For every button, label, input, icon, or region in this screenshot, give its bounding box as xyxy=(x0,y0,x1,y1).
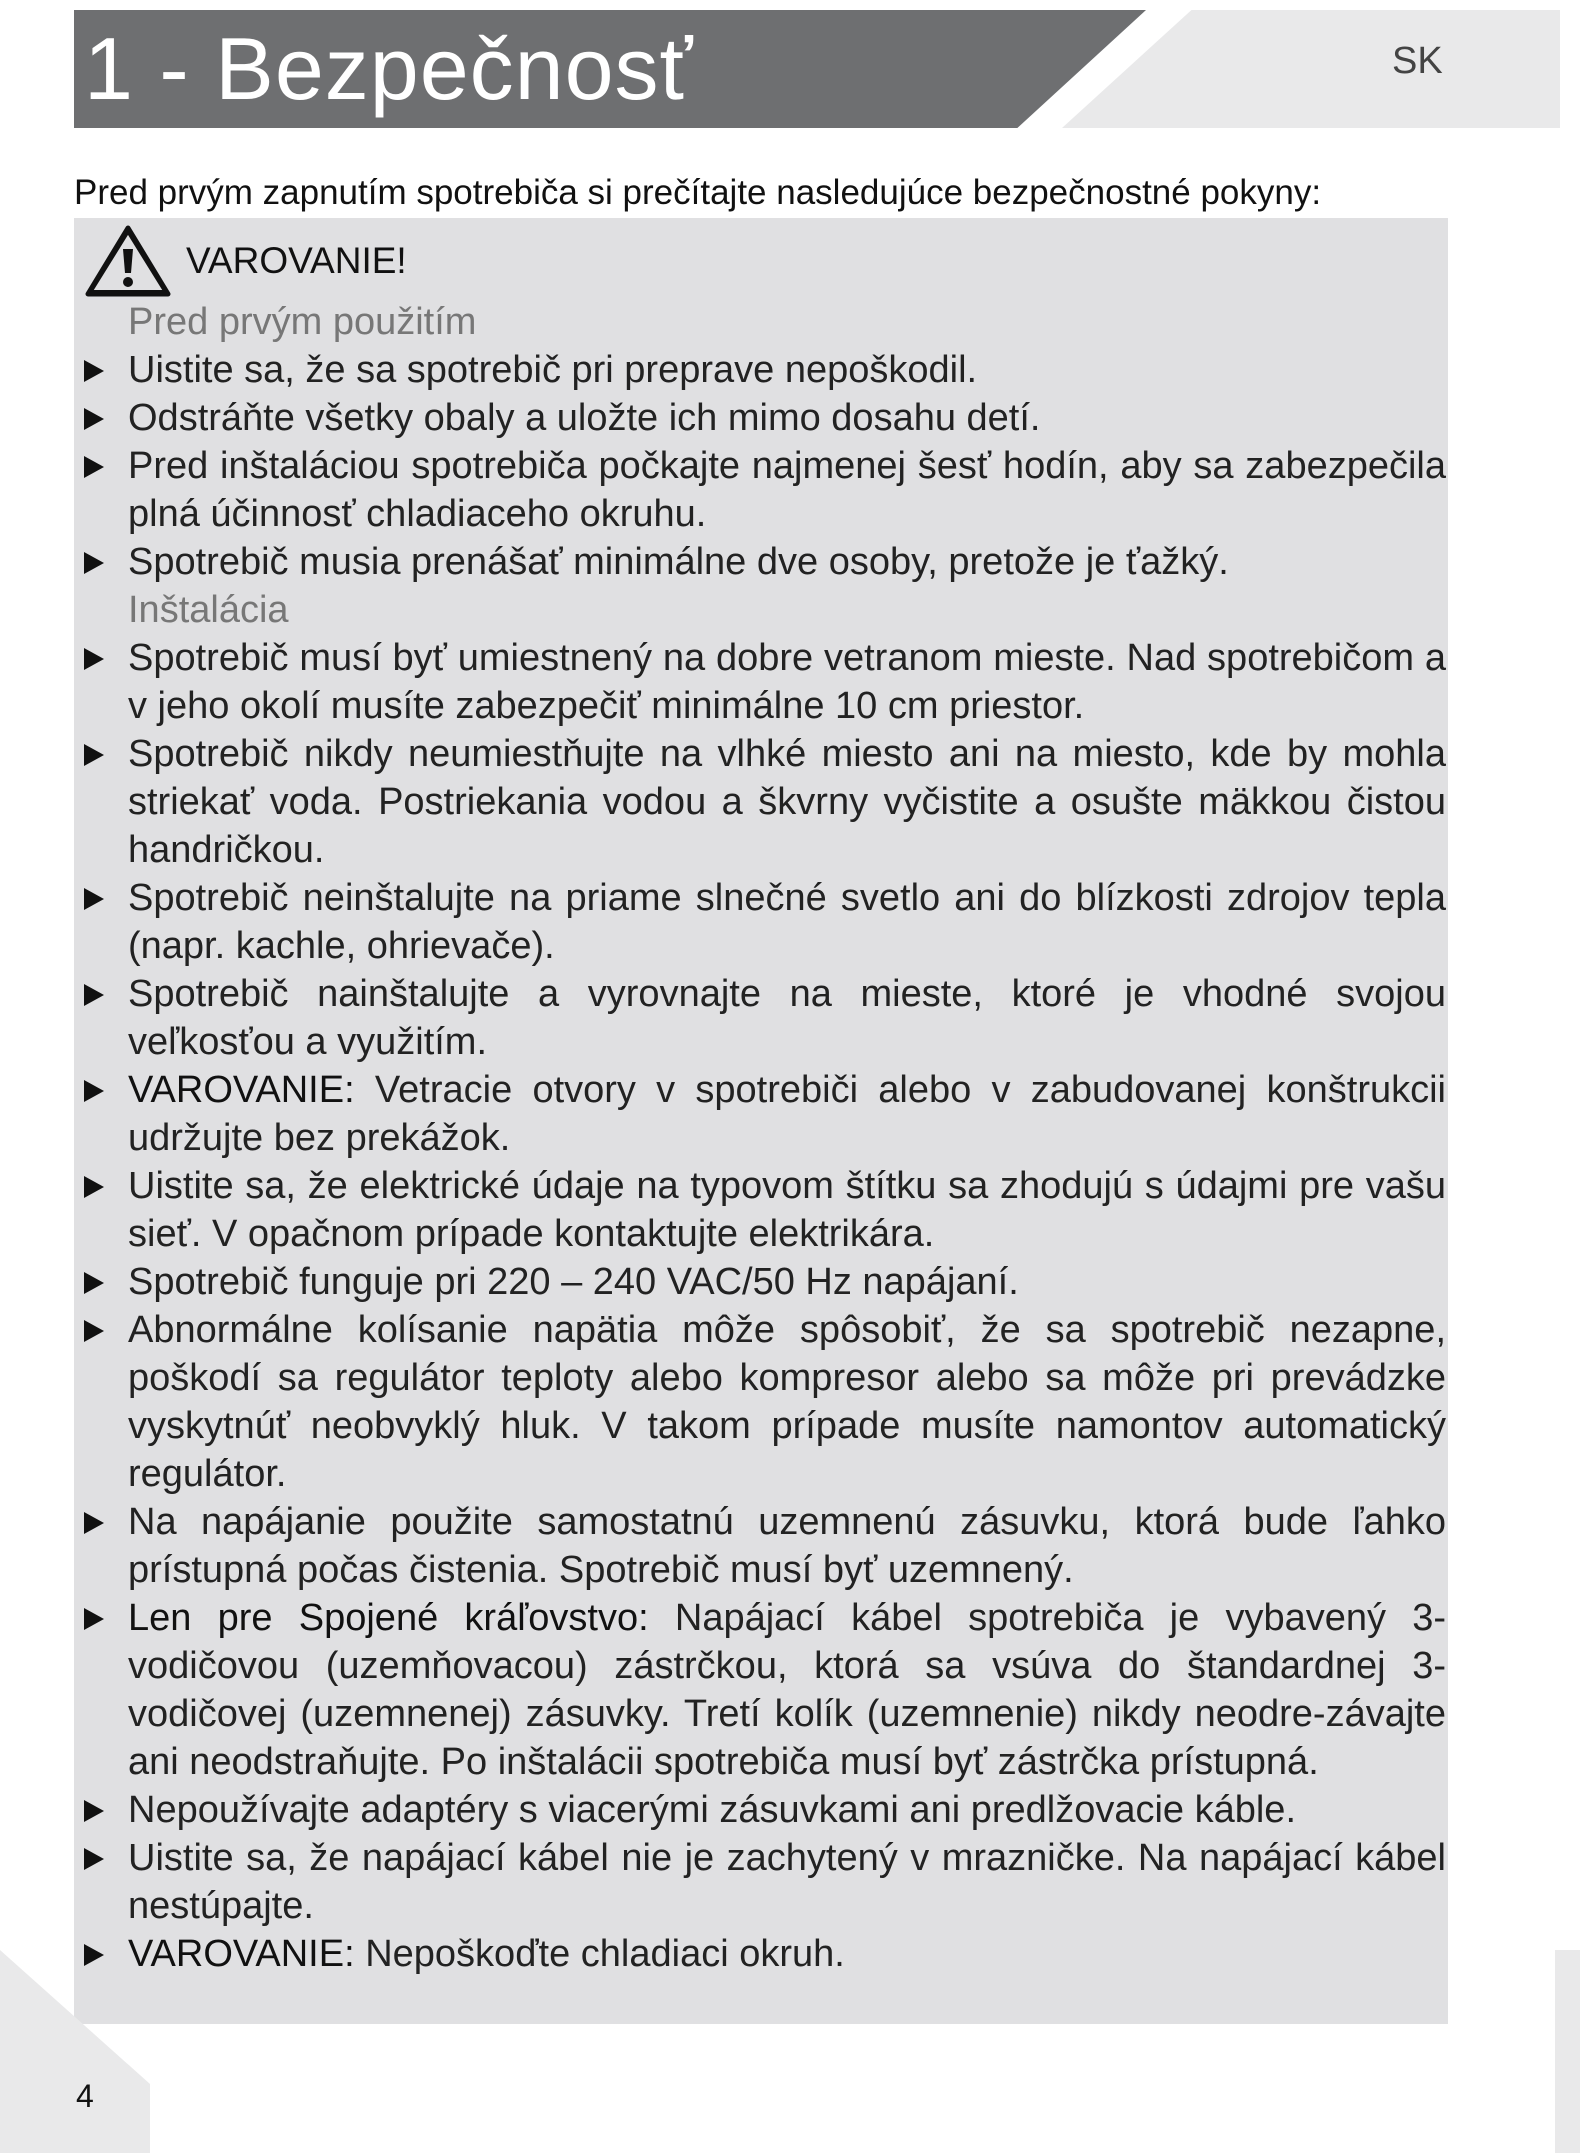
instruction-item xyxy=(82,1258,1446,1306)
warning-triangle-icon xyxy=(84,223,172,299)
page-number: 4 xyxy=(76,2078,94,2114)
bullet-arrow-icon xyxy=(84,456,104,478)
instruction-body: Uistite sa, že elektrické údaje na typovom štítku sa zhodujú s údajmi pre vašu sieť. V opačnom prípade kontaktujte elektrikára. xyxy=(128,1165,1446,1255)
instruction-text xyxy=(128,1162,1446,1258)
bullet-arrow-icon xyxy=(84,984,104,1006)
instruction-body: Uistite sa, že napájací kábel nie je zachytený v mrazničke. Na napájací kábel nestúpajte. xyxy=(128,1837,1446,1927)
bullet-arrow-icon xyxy=(84,888,104,910)
instruction-body: Nepoškoďte chladiaci okruh. xyxy=(354,1933,845,1975)
instruction-item xyxy=(82,538,1446,586)
bullet-arrow-icon xyxy=(84,360,104,382)
instruction-item xyxy=(82,730,1446,874)
instruction-label: VAROVANIE: xyxy=(128,1069,355,1111)
bullet-arrow-icon xyxy=(84,1176,104,1198)
language-code: SK xyxy=(1392,40,1443,82)
instruction-label: Len pre Spojené kráľovstvo: xyxy=(128,1597,649,1639)
bullet-arrow-icon xyxy=(84,1320,104,1342)
bullet-arrow-icon xyxy=(84,648,104,670)
instruction-item xyxy=(82,394,1446,442)
instruction-body: Spotrebič funguje pri 220 – 240 VAC/50 Hz napájaní. xyxy=(128,1261,1019,1303)
instruction-text xyxy=(128,1306,1446,1498)
section-heading: Inštalácia xyxy=(128,589,289,631)
instruction-body: Nepoužívajte adaptéry s viacerými zásuvkami ani predlžovacie káble. xyxy=(128,1789,1296,1831)
bullet-arrow-icon xyxy=(84,552,104,574)
instruction-item xyxy=(82,442,1446,538)
bullet-arrow-icon xyxy=(84,744,104,766)
section-heading: Pred prvým použitím xyxy=(128,301,477,343)
instruction-item xyxy=(82,874,1446,970)
instruction-item xyxy=(82,1594,1446,1786)
instruction-text xyxy=(128,1930,1446,1978)
instruction-item xyxy=(82,1930,1446,1978)
bullet-arrow-icon xyxy=(84,1800,104,1822)
bullet-arrow-icon xyxy=(84,1512,104,1534)
instruction-body: Spotrebič nikdy neumiestňujte na vlhké miesto ani na miesto, kde by mohla striekať voda. Postriekania vodou a škvrny vyčistite a osušte mäkkou čistou handričkou. xyxy=(128,733,1446,871)
chapter-title: 1 - Bezpečnosť xyxy=(84,19,694,118)
instruction-body: Spotrebič musí byť umiestnený na dobre vetranom mieste. Nad spotrebičom a v jeho okolí musíte zabezpečiť minimálne 10 cm priestor. xyxy=(128,637,1446,727)
instruction-body: Vetracie otvory v spotrebiči alebo v zabudovanej konštrukcii udržujte bez prekážok. xyxy=(128,1069,1446,1159)
bullet-arrow-icon xyxy=(84,1080,104,1102)
instruction-item xyxy=(82,970,1446,1066)
instruction-label: VAROVANIE: xyxy=(128,1933,355,1975)
page-edge-decoration xyxy=(1555,1950,1580,2153)
instruction-body: Spotrebič neinštalujte na priame slnečné svetlo ani do blízkosti zdrojov tepla (napr. kachle, ohrievače). xyxy=(128,877,1446,967)
instruction-item xyxy=(82,1066,1446,1162)
bullet-arrow-icon xyxy=(84,1272,104,1294)
instruction-text xyxy=(128,1786,1446,1834)
instruction-body: Pred inštaláciou spotrebiča počkajte najmenej šesť hodín, aby sa zabezpečila plná účinnosť chladiaceho okruhu. xyxy=(128,445,1446,535)
instruction-body: Uistite sa, že sa spotrebič pri preprave nepoškodil. xyxy=(128,349,978,391)
instruction-body: Spotrebič nainštalujte a vyrovnajte na mieste, ktoré je vhodné svojou veľkosťou a využitím. xyxy=(128,973,1446,1063)
safety-instructions xyxy=(82,298,1446,1978)
instruction-item xyxy=(82,1162,1446,1258)
instruction-body: Abnormálne kolísanie napätia môže spôsobiť, že sa spotrebič nezapne, poškodí sa regulátor teploty alebo kompresor alebo sa môže pri prevádzke vyskytnúť neobvyklý hluk. V takom prípade musíte namontov automatický regulátor. xyxy=(128,1309,1446,1495)
intro-text: Pred prvým zapnutím spotrebiča si prečítajte nasledujúce bezpečnostné pokyny: xyxy=(74,173,1322,212)
warning-label: VAROVANIE! xyxy=(186,240,407,281)
instruction-body: Na napájanie použite samostatnú uzemnenú zásuvku, ktorá bude ľahko prístupná počas čistenia. Spotrebič musí byť uzemnený. xyxy=(128,1501,1446,1591)
instruction-text xyxy=(128,442,1446,538)
instruction-text xyxy=(128,1258,1446,1306)
bullet-arrow-icon xyxy=(84,1608,104,1630)
instruction-item xyxy=(82,634,1446,730)
instruction-text xyxy=(128,1594,1446,1786)
bullet-arrow-icon xyxy=(84,408,104,430)
instruction-text xyxy=(128,874,1446,970)
instruction-text xyxy=(128,538,1446,586)
instruction-item xyxy=(82,1306,1446,1498)
bullet-arrow-icon xyxy=(84,1848,104,1870)
instruction-text xyxy=(128,634,1446,730)
instruction-text xyxy=(128,1498,1446,1594)
instruction-text xyxy=(128,394,1446,442)
instruction-item xyxy=(82,1834,1446,1930)
instruction-item xyxy=(82,1786,1446,1834)
instruction-item xyxy=(82,1498,1446,1594)
instruction-text xyxy=(128,1834,1446,1930)
language-header-band xyxy=(1062,10,1560,128)
instruction-text xyxy=(128,970,1446,1066)
warning-heading xyxy=(84,222,407,300)
instruction-text xyxy=(128,346,1446,394)
instruction-text xyxy=(128,730,1446,874)
instruction-body: Napájací kábel spotrebiča je vybavený 3-vodičovou (uzemňovacou) zástrčkou, ktorá sa vsúva do štandardnej 3-vodičovej (uzemnenej) zásuvky. Tretí kolík (uzemnenie) nikdy neodre-závajte ani neodstraňujte. Po inštalácii spotrebiča musí byť zástrčka prístupná. xyxy=(128,1597,1446,1783)
bullet-arrow-icon xyxy=(84,1944,104,1966)
instruction-text xyxy=(128,1066,1446,1162)
instruction-body: Odstráňte všetky obaly a uložte ich mimo dosahu detí. xyxy=(128,397,1041,439)
instruction-body: Spotrebič musia prenášať minimálne dve osoby, pretože je ťažký. xyxy=(128,541,1229,583)
instruction-item xyxy=(82,346,1446,394)
